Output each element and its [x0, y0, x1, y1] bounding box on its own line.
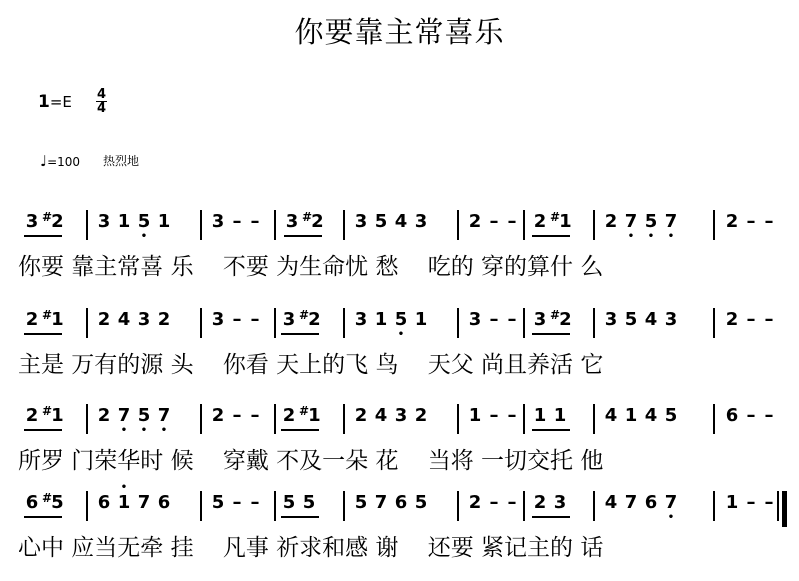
lower-octave-dot: •: [667, 512, 675, 523]
note: 2: [533, 211, 547, 232]
key-name: E: [62, 93, 72, 111]
note: 6: [25, 492, 39, 513]
sustain-dash: –: [489, 211, 499, 232]
sharp-icon: #: [299, 308, 310, 322]
note: 5 •: [391, 308, 411, 332]
note: 6: [644, 492, 658, 513]
bar-line: [86, 404, 88, 434]
lyrics-line: 所罗 门荣华时 候 穿戴 不及一朵 花 当将 一切交托 他: [18, 448, 604, 474]
sustain-dash: –: [250, 211, 260, 232]
note: 7 •: [661, 491, 681, 515]
measure: [208, 491, 264, 525]
note: 4: [117, 309, 131, 330]
bar-line: [200, 210, 202, 240]
sustain-dash: –: [250, 492, 260, 513]
sharp-icon: #: [299, 404, 310, 418]
measure: [94, 404, 174, 438]
sustain-dash: –: [507, 492, 517, 513]
note: 1: [157, 211, 171, 232]
expression-marking: 热烈地: [103, 154, 140, 168]
note: 3: [604, 309, 618, 330]
bar-line: [713, 404, 715, 434]
notes-row: [0, 308, 799, 342]
measure: [22, 404, 62, 438]
bar-line: [200, 491, 202, 521]
note: 2: [468, 211, 482, 232]
note: 2: [25, 309, 39, 330]
measure: [22, 210, 62, 244]
notes-row: [0, 482, 799, 525]
note: 2: [725, 211, 739, 232]
sustain-dash: –: [507, 211, 517, 232]
sharp-icon: #: [42, 491, 53, 505]
final-bar-thin: [777, 491, 779, 521]
bar-line: [274, 404, 276, 434]
measure: [279, 308, 319, 342]
measure: [601, 308, 681, 342]
note: #1: [550, 210, 572, 232]
measure: [208, 404, 264, 438]
note: #5: [42, 491, 64, 513]
note: 5: [354, 492, 368, 513]
beam-underline: [532, 516, 570, 518]
note: 3: [137, 309, 151, 330]
measure: [351, 491, 431, 525]
bar-line: [523, 210, 525, 240]
measure: [530, 210, 570, 244]
lyrics-line: 主是 万有的源 头 你看 天上的飞 鸟 天父 尚且养活 它: [18, 352, 604, 378]
sharp-icon: #: [302, 210, 313, 224]
note: 4: [604, 492, 618, 513]
measure: [22, 308, 62, 342]
music-system: [0, 308, 799, 398]
sustain-dash: –: [232, 492, 242, 513]
note: 7 •: [154, 404, 174, 428]
note: 2: [468, 492, 482, 513]
bar-line: [457, 404, 459, 434]
measure: [530, 491, 570, 525]
note: 3: [97, 211, 111, 232]
sharp-icon: #: [42, 404, 53, 418]
sustain-dash: –: [746, 492, 756, 513]
note: 5: [664, 405, 678, 426]
quarter-note-icon: ♩: [40, 152, 48, 170]
note: #1: [42, 308, 64, 330]
bar-line: [274, 308, 276, 338]
notes-row: [0, 210, 799, 244]
sustain-dash: –: [489, 405, 499, 426]
measure: [465, 210, 521, 244]
notes-row: [0, 404, 799, 438]
note: 2: [211, 405, 225, 426]
lower-octave-dot: •: [140, 425, 148, 436]
measure: [530, 404, 570, 438]
bar-line: [523, 404, 525, 434]
sharp-icon: #: [550, 210, 561, 224]
note: 1: [533, 405, 547, 426]
key-one: 1: [38, 92, 50, 112]
final-bar-thick: [782, 491, 787, 527]
note: 5: [624, 309, 638, 330]
sustain-dash: –: [507, 309, 517, 330]
bar-line: [86, 491, 88, 521]
sharp-icon: #: [42, 210, 53, 224]
measure: [722, 404, 778, 438]
tempo-value: =100: [47, 155, 81, 169]
beam-underline: [532, 333, 570, 335]
note: 3: [394, 405, 408, 426]
note: 1: [553, 405, 567, 426]
note: 4: [604, 405, 618, 426]
note: 2: [533, 492, 547, 513]
beam-underline: [532, 235, 570, 237]
bar-line: [343, 210, 345, 240]
note: 2: [354, 405, 368, 426]
note: 5 •: [641, 210, 661, 234]
note: #2: [299, 308, 321, 330]
note: #2: [302, 210, 324, 232]
note: 5 •: [134, 404, 154, 428]
note: #2: [42, 210, 64, 232]
beam-underline: [532, 429, 570, 431]
sustain-dash: –: [232, 405, 242, 426]
measure: [465, 404, 521, 438]
note: 3: [664, 309, 678, 330]
note: 3: [282, 309, 296, 330]
note: 3: [211, 211, 225, 232]
bar-line: [593, 308, 595, 338]
note: 1: [414, 309, 428, 330]
note: 2: [25, 405, 39, 426]
bar-line: [457, 210, 459, 240]
note: 1: [624, 405, 638, 426]
note: 4: [394, 211, 408, 232]
song-title: 你要靠主常喜乐: [294, 15, 505, 49]
note: 6: [725, 405, 739, 426]
meter-bottom: 4: [97, 101, 107, 116]
note: 2: [157, 309, 171, 330]
measure: [722, 210, 778, 244]
bar-line: [200, 308, 202, 338]
measure: [601, 491, 681, 525]
note: 2: [97, 405, 111, 426]
beam-underline: [281, 333, 319, 335]
note: 6: [157, 492, 171, 513]
note: 3: [468, 309, 482, 330]
measure: [465, 491, 521, 525]
bar-line: [343, 404, 345, 434]
sustain-dash: –: [489, 309, 499, 330]
lower-octave-dot: •: [647, 231, 655, 242]
measure: [282, 210, 322, 244]
bar-line: [457, 491, 459, 521]
measure: [601, 404, 681, 438]
note: 6: [394, 492, 408, 513]
note: 6: [97, 492, 111, 513]
bar-line: [200, 404, 202, 434]
lower-octave-dot: •: [160, 425, 168, 436]
key-signature: [38, 92, 72, 112]
bar-line: [86, 210, 88, 240]
note: 2: [282, 405, 296, 426]
note: 3: [354, 211, 368, 232]
beam-underline: [24, 516, 62, 518]
note: 7: [624, 492, 638, 513]
note: 2: [97, 309, 111, 330]
sharp-icon: #: [550, 308, 561, 322]
measure: [279, 491, 319, 525]
bar-line: [713, 491, 715, 521]
note: 5: [374, 211, 388, 232]
beam-underline: [281, 516, 319, 518]
note: 2: [414, 405, 428, 426]
sustain-dash: –: [489, 492, 499, 513]
note: 3: [553, 492, 567, 513]
lower-octave-dot: •: [140, 231, 148, 242]
meter-top: 4: [97, 87, 107, 102]
bar-line: [713, 210, 715, 240]
measure: [279, 404, 319, 438]
note: 7: [137, 492, 151, 513]
lyrics-line: 心中 应当无牵 挂 凡事 祈求和感 谢 还要 紧记主的 话: [18, 535, 604, 561]
music-system: [0, 482, 799, 581]
sustain-dash: –: [232, 309, 242, 330]
sustain-dash: –: [764, 211, 774, 232]
bar-line: [593, 404, 595, 434]
bar-line: [343, 491, 345, 521]
upper-octave-dot: •: [120, 482, 128, 493]
music-system: [0, 404, 799, 494]
note: 3: [533, 309, 547, 330]
measure: [208, 308, 264, 342]
sustain-dash: –: [746, 309, 756, 330]
note: 5: [282, 492, 296, 513]
measure: [94, 308, 174, 342]
beam-underline: [24, 429, 62, 431]
note: 7: [374, 492, 388, 513]
bar-line: [593, 210, 595, 240]
beam-underline: [281, 429, 319, 431]
measure: [94, 482, 174, 525]
note: 5: [302, 492, 316, 513]
bar-line: [274, 491, 276, 521]
bar-line: [343, 308, 345, 338]
beam-underline: [24, 235, 62, 237]
measure: [208, 210, 264, 244]
measure: [722, 308, 778, 342]
note: 3: [211, 309, 225, 330]
note: 1: [374, 309, 388, 330]
measure: [22, 491, 62, 525]
sustain-dash: –: [232, 211, 242, 232]
tempo-marking: [40, 152, 80, 170]
sustain-dash: –: [746, 211, 756, 232]
note: #1: [42, 404, 64, 426]
note: 5 •: [134, 210, 154, 234]
measure: [465, 308, 521, 342]
measure: [351, 210, 431, 244]
note: 1: [725, 492, 739, 513]
note: 3: [25, 211, 39, 232]
lower-octave-dot: •: [397, 329, 405, 340]
note: 3: [354, 309, 368, 330]
note: 2: [725, 309, 739, 330]
sustain-dash: –: [250, 405, 260, 426]
note: 3: [285, 211, 299, 232]
time-signature: [96, 88, 107, 115]
note: 4: [374, 405, 388, 426]
note: 1 •: [114, 491, 134, 515]
beam-underline: [284, 235, 322, 237]
bar-line: [523, 308, 525, 338]
lower-octave-dot: •: [120, 425, 128, 436]
music-system: [0, 210, 799, 300]
bar-line: [274, 210, 276, 240]
bar-line: [593, 491, 595, 521]
measure: [351, 404, 431, 438]
note: 7 •: [621, 210, 641, 234]
key-equals: =: [49, 93, 63, 111]
lyrics-line: 你要 靠主常喜 乐 不要 为生命忧 愁 吃的 穿的算什 么: [18, 254, 604, 280]
note: 3: [414, 211, 428, 232]
note: 4: [644, 309, 658, 330]
measure: [530, 308, 570, 342]
bar-line: [457, 308, 459, 338]
lower-octave-dot: •: [667, 231, 675, 242]
note: 7 •: [114, 404, 134, 428]
measure: [722, 491, 778, 525]
bar-line: [713, 308, 715, 338]
bar-line: [523, 491, 525, 521]
note: 7 •: [661, 210, 681, 234]
lower-octave-dot: •: [627, 231, 635, 242]
note: 1: [468, 405, 482, 426]
note: 4: [644, 405, 658, 426]
note: 2: [604, 211, 618, 232]
sustain-dash: –: [764, 405, 774, 426]
bar-line: [86, 308, 88, 338]
note: 5: [414, 492, 428, 513]
sustain-dash: –: [764, 492, 774, 513]
note: #2: [550, 308, 572, 330]
sustain-dash: –: [507, 405, 517, 426]
beam-underline: [24, 333, 62, 335]
sustain-dash: –: [250, 309, 260, 330]
note: #1: [299, 404, 321, 426]
sustain-dash: –: [746, 405, 756, 426]
note: 1: [117, 211, 131, 232]
sharp-icon: #: [42, 308, 53, 322]
note: 5: [211, 492, 225, 513]
measure: [351, 308, 431, 342]
measure: [601, 210, 681, 244]
measure: [94, 210, 174, 244]
sustain-dash: –: [764, 309, 774, 330]
